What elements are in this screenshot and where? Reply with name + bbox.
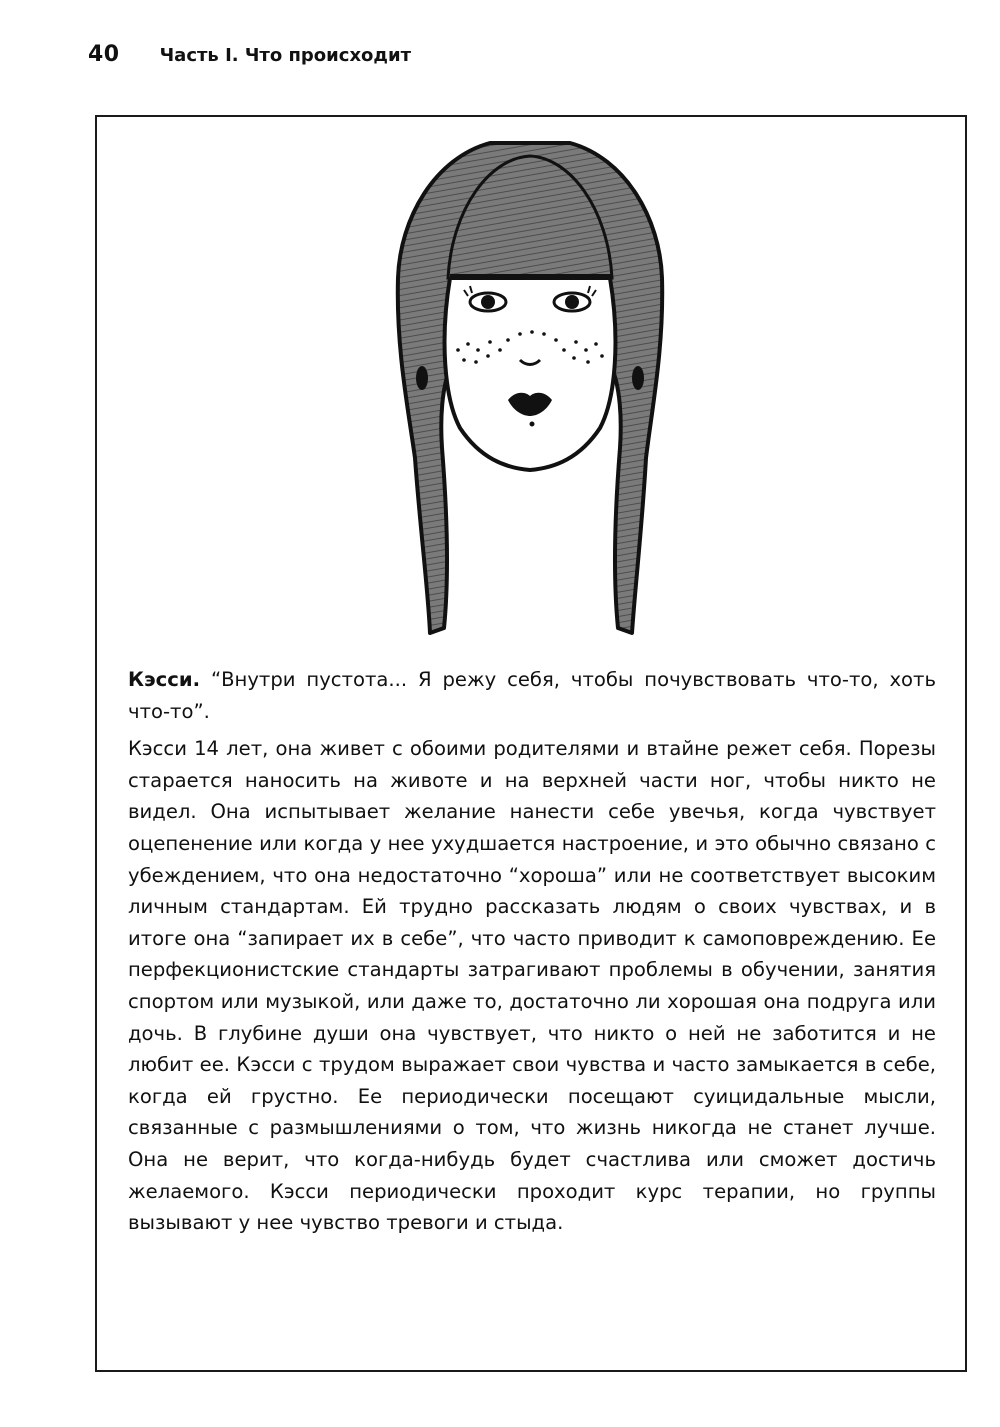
case-description: Кэсси 14 лет, она живет с обоими родителями и втайне режет себя. Порезы старается наносить на животе и на верхней части ног, чтобы никто не видел. Она испытывает желание нанести себе увечья, когда чувствует оцепенение или когда у нее ухудшается настроение, и это обычно связано с убеждением, что она недостаточно “хороша” или не соответствует высоким личным стандартам. Ей трудно рассказать людям о своих чувствах, и в итоге она “запирает их в себе”, что часто приводит к самоповреждению. Ее перфекционистские стандарты затрагивают проблемы в обучении, занятия спортом или музыкой, или даже то, достаточно ли хорошая она подруга или дочь. В глубине души она чувствует, что никто о ней не заботится и не любит ее. Кэсси с трудом выражает свои чувства и часто замыкается в себе, когда ей грустно. Ее периодически посещают суицидальные мысли, связанные с размышлениями о том, что жизнь никогда не станет лучше. Она не верит, что когда-нибудь будет счастлива или сможет достичь желаемого. Кэсси периодически проходит курс терапии, но группы вызывают у нее чувство тревоги и стыда. [128,737,936,1235]
right-earring [632,366,644,390]
case-name: Кэсси. [128,668,201,691]
case-quote: “Внутри пустота... Я режу себя, чтобы почувствовать что-то, хоть что-то”. [128,668,937,723]
case-quote-paragraph [128,664,936,727]
chin-mole [530,422,535,427]
page-header [88,42,411,67]
running-title: Часть I. Что происходит [159,45,412,66]
case-text [128,664,936,1239]
left-earring [416,366,428,390]
page-number: 40 [88,42,120,67]
girl-portrait-drawing [380,128,680,638]
face [445,278,616,470]
